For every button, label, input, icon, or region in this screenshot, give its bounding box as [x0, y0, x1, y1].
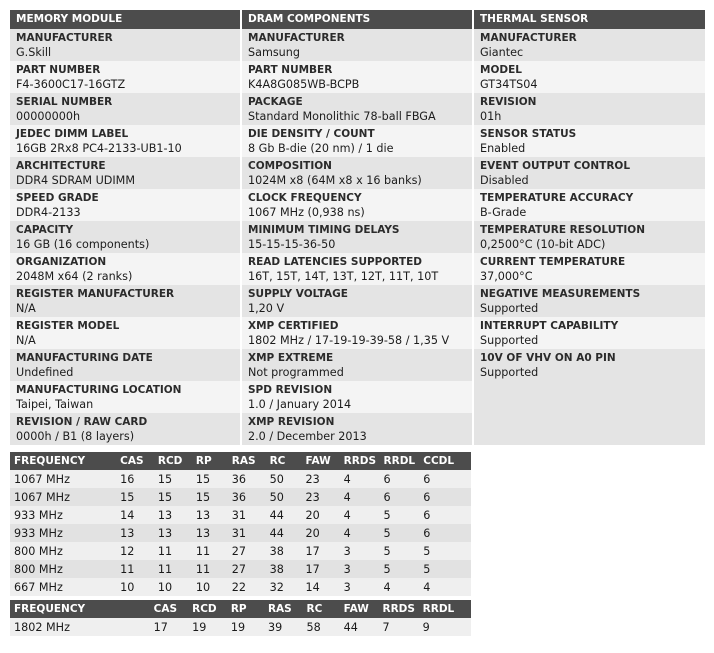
spd-field	[10, 221, 240, 253]
jedec-timing-table	[10, 452, 471, 596]
spd-field	[10, 285, 240, 317]
spd-field	[10, 157, 240, 189]
table-cell: 22	[228, 578, 266, 596]
table-cell: 6	[380, 488, 420, 506]
table-cell: 6	[380, 470, 420, 488]
table-cell: 31	[228, 506, 266, 524]
spd-field	[474, 29, 705, 61]
table-row	[10, 618, 471, 636]
table-row	[10, 506, 471, 524]
table-cell: 1067 MHz	[10, 488, 116, 506]
field-value: 16T, 15T, 14T, 13T, 12T, 11T, 10T	[248, 270, 439, 283]
field-value: 1,20 V	[248, 302, 285, 315]
table-cell: 4	[340, 488, 380, 506]
field-label: READ LATENCIES SUPPORTED	[248, 256, 422, 268]
spd-field	[242, 157, 472, 189]
spd-field	[10, 253, 240, 285]
spd-field	[474, 125, 705, 157]
table-cell: 3	[340, 560, 380, 578]
spd-field	[474, 61, 705, 93]
field-value: DDR4 SDRAM UDIMM	[16, 174, 135, 187]
field-value: Not programmed	[248, 366, 344, 379]
spd-field	[242, 285, 472, 317]
column-header: RP	[227, 600, 264, 618]
spd-field	[474, 253, 705, 285]
column-header: RCD	[154, 452, 192, 470]
field-value: F4-3600C17-16GTZ	[16, 78, 126, 91]
table-cell: 11	[154, 560, 192, 578]
table-cell: 6	[419, 470, 471, 488]
table-cell: 15	[154, 470, 192, 488]
table-cell: 10	[116, 578, 154, 596]
table-cell: 6	[419, 506, 471, 524]
table-cell: 58	[303, 618, 340, 636]
field-label: CLOCK FREQUENCY	[248, 192, 362, 204]
field-label: CURRENT TEMPERATURE	[480, 256, 626, 268]
field-value: G.Skill	[16, 46, 52, 59]
field-label: JEDEC DIMM LABEL	[16, 128, 129, 140]
field-label: ARCHITECTURE	[16, 160, 106, 172]
column-header: FAW	[301, 452, 339, 470]
field-label: TEMPERATURE ACCURACY	[480, 192, 634, 204]
field-value: 1802 MHz / 17-19-19-39-58 / 1,35 V	[248, 334, 450, 347]
table-cell: 20	[301, 506, 339, 524]
column-header: CAS	[116, 452, 154, 470]
field-label: MANUFACTURER	[248, 32, 345, 44]
spd-field	[242, 381, 472, 413]
spd-info-grid	[10, 10, 705, 445]
field-value: GT34TS04	[480, 78, 538, 91]
field-value: Taipei, Taiwan	[16, 398, 94, 411]
field-label: PART NUMBER	[16, 64, 101, 76]
table-cell: 15	[192, 470, 228, 488]
field-label: 10V OF VHV ON A0 PIN	[480, 352, 616, 364]
field-value: Giantec	[480, 46, 524, 59]
field-value: 00000000h	[16, 110, 81, 123]
spd-field	[242, 189, 472, 221]
table-cell: 36	[228, 488, 266, 506]
dram-components-header: DRAM COMPONENTS	[242, 10, 472, 29]
field-label: SUPPLY VOLTAGE	[248, 288, 348, 300]
table-cell: 38	[266, 560, 302, 578]
spd-row	[10, 93, 705, 125]
field-value: 1024M x8 (64M x8 x 16 banks)	[248, 174, 422, 187]
table-cell: 19	[227, 618, 264, 636]
spd-field	[474, 189, 705, 221]
spd-row	[10, 61, 705, 93]
field-label: INTERRUPT CAPABILITY	[480, 320, 619, 332]
field-label: EVENT OUTPUT CONTROL	[480, 160, 631, 172]
table-cell: 44	[266, 524, 302, 542]
table-cell: 19	[188, 618, 227, 636]
field-value: 8 Gb B-die (20 nm) / 1 die	[248, 142, 394, 155]
table-row	[10, 560, 471, 578]
table-cell: 13	[154, 524, 192, 542]
field-value: 0,2500°C (10-bit ADC)	[480, 238, 606, 251]
spd-field-empty	[474, 413, 705, 445]
table-cell: 800 MHz	[10, 542, 116, 560]
table-cell: 17	[301, 542, 339, 560]
table-cell: 13	[116, 524, 154, 542]
field-value: N/A	[16, 302, 36, 315]
spd-row	[10, 381, 705, 413]
field-label: COMPOSITION	[248, 160, 332, 172]
table-cell: 800 MHz	[10, 560, 116, 578]
table-cell: 27	[228, 560, 266, 578]
table-cell: 44	[340, 618, 379, 636]
field-label: XMP EXTREME	[248, 352, 334, 364]
table-cell: 50	[266, 470, 302, 488]
column-header: RRDS	[340, 452, 380, 470]
spd-field	[474, 317, 705, 349]
thermal-sensor-header: THERMAL SENSOR	[474, 10, 705, 29]
table-cell: 933 MHz	[10, 506, 116, 524]
table-cell: 16	[116, 470, 154, 488]
spd-field	[242, 349, 472, 381]
field-label: MANUFACTURING DATE	[16, 352, 153, 364]
table-cell: 23	[301, 470, 339, 488]
column-header: CCDL	[419, 452, 471, 470]
table-cell: 3	[340, 578, 380, 596]
table-row	[10, 488, 471, 506]
spd-field	[474, 221, 705, 253]
spd-field	[10, 381, 240, 413]
spd-field	[474, 349, 705, 381]
table-cell: 1802 MHz	[10, 618, 150, 636]
field-label: SPEED GRADE	[16, 192, 99, 204]
spd-field	[242, 221, 472, 253]
table-cell: 32	[266, 578, 302, 596]
xmp-timing-table	[10, 600, 471, 636]
column-header: RRDL	[380, 452, 420, 470]
table-cell: 11	[192, 560, 228, 578]
field-value: K4A8G085WB-BCPB	[248, 78, 360, 91]
spd-field	[10, 317, 240, 349]
table-cell: 39	[264, 618, 303, 636]
spd-row	[10, 125, 705, 157]
field-value: Disabled	[480, 174, 529, 187]
table-cell: 5	[380, 506, 420, 524]
field-label: PART NUMBER	[248, 64, 333, 76]
table-cell: 13	[192, 524, 228, 542]
field-value: 1.0 / January 2014	[248, 398, 352, 411]
spd-field-empty	[474, 381, 705, 413]
field-label: ORGANIZATION	[16, 256, 107, 268]
table-cell: 5	[419, 542, 471, 560]
spd-field	[242, 317, 472, 349]
column-header: RRDS	[379, 600, 419, 618]
field-value: 37,000°C	[480, 270, 533, 283]
table-cell: 27	[228, 542, 266, 560]
field-value: 2.0 / December 2013	[248, 430, 367, 443]
spd-field	[474, 157, 705, 189]
spd-field	[10, 29, 240, 61]
field-value: 15-15-15-36-50	[248, 238, 336, 251]
table-cell: 36	[228, 470, 266, 488]
table-cell: 23	[301, 488, 339, 506]
field-label: TEMPERATURE RESOLUTION	[480, 224, 646, 236]
spd-row	[10, 413, 705, 445]
table-cell: 17	[301, 560, 339, 578]
field-label: MANUFACTURER	[16, 32, 113, 44]
table-cell: 13	[154, 506, 192, 524]
table-cell: 20	[301, 524, 339, 542]
memory-module-header: MEMORY MODULE	[10, 10, 240, 29]
field-label: XMP CERTIFIED	[248, 320, 339, 332]
column-header: RC	[266, 452, 302, 470]
spd-field	[474, 285, 705, 317]
table-cell: 667 MHz	[10, 578, 116, 596]
table-cell: 1067 MHz	[10, 470, 116, 488]
spd-field	[242, 61, 472, 93]
field-label: MANUFACTURING LOCATION	[16, 384, 182, 396]
table-cell: 15	[116, 488, 154, 506]
field-value: 16GB 2Rx8 PC4-2133-UB1-10	[16, 142, 182, 155]
spd-field	[474, 93, 705, 125]
table-cell: 11	[154, 542, 192, 560]
field-label: REGISTER MANUFACTURER	[16, 288, 175, 300]
table-cell: 11	[116, 560, 154, 578]
field-label: MODEL	[480, 64, 522, 76]
table-cell: 4	[419, 578, 471, 596]
table-cell: 11	[192, 542, 228, 560]
column-header: FREQUENCY	[10, 452, 116, 470]
field-value: 1067 MHz (0,938 ns)	[248, 206, 365, 219]
spd-field	[242, 413, 472, 445]
field-label: REGISTER MODEL	[16, 320, 120, 332]
field-label: SENSOR STATUS	[480, 128, 577, 140]
table-cell: 12	[116, 542, 154, 560]
field-label: NEGATIVE MEASUREMENTS	[480, 288, 641, 300]
spd-field	[242, 29, 472, 61]
field-label: SERIAL NUMBER	[16, 96, 113, 108]
table-cell: 15	[192, 488, 228, 506]
table-row	[10, 470, 471, 488]
field-value: Supported	[480, 334, 539, 347]
table-cell: 4	[340, 506, 380, 524]
field-value: Samsung	[248, 46, 300, 59]
table-cell: 5	[419, 560, 471, 578]
spd-row	[10, 221, 705, 253]
table-row	[10, 542, 471, 560]
spd-row	[10, 157, 705, 189]
spd-row	[10, 29, 705, 61]
table-cell: 4	[380, 578, 420, 596]
spd-row	[10, 253, 705, 285]
table-cell: 5	[380, 524, 420, 542]
column-header: RC	[303, 600, 340, 618]
table-cell: 7	[379, 618, 419, 636]
field-value: 16 GB (16 components)	[16, 238, 150, 251]
table-cell: 15	[154, 488, 192, 506]
field-value: B-Grade	[480, 206, 527, 219]
spd-field	[10, 413, 240, 445]
table-cell: 10	[192, 578, 228, 596]
column-header: CAS	[150, 600, 189, 618]
field-value: 2048M x64 (2 ranks)	[16, 270, 133, 283]
table-cell: 3	[340, 542, 380, 560]
table-cell: 5	[380, 542, 420, 560]
column-header: RCD	[188, 600, 227, 618]
spd-row	[10, 189, 705, 221]
spd-field	[10, 93, 240, 125]
field-value: Undefined	[16, 366, 74, 379]
column-header: RAS	[264, 600, 303, 618]
table-cell: 17	[150, 618, 189, 636]
spd-field	[242, 253, 472, 285]
table-cell: 10	[154, 578, 192, 596]
spd-field	[10, 125, 240, 157]
field-label: MINIMUM TIMING DELAYS	[248, 224, 400, 236]
table-cell: 4	[340, 524, 380, 542]
column-header: FREQUENCY	[10, 600, 150, 618]
table-row	[10, 524, 471, 542]
field-value: Standard Monolithic 78-ball FBGA	[248, 110, 436, 123]
field-label: REVISION	[480, 96, 537, 108]
field-label: SPD REVISION	[248, 384, 333, 396]
spd-field	[10, 349, 240, 381]
field-value: 0000h / B1 (8 layers)	[16, 430, 135, 443]
spd-row	[10, 285, 705, 317]
table-cell: 44	[266, 506, 302, 524]
spd-field	[242, 93, 472, 125]
table-cell: 6	[419, 524, 471, 542]
spd-field	[10, 189, 240, 221]
column-header: FAW	[340, 600, 379, 618]
table-cell: 933 MHz	[10, 524, 116, 542]
field-label: CAPACITY	[16, 224, 74, 236]
field-label: PACKAGE	[248, 96, 303, 108]
spd-field	[10, 61, 240, 93]
table-cell: 50	[266, 488, 302, 506]
field-value: Supported	[480, 302, 539, 315]
column-header: RP	[192, 452, 228, 470]
field-value: DDR4-2133	[16, 206, 81, 219]
table-cell: 9	[419, 618, 471, 636]
table-cell: 14	[116, 506, 154, 524]
field-label: REVISION / RAW CARD	[16, 416, 148, 428]
field-value: Enabled	[480, 142, 526, 155]
spd-field	[242, 125, 472, 157]
table-cell: 4	[340, 470, 380, 488]
table-cell: 13	[192, 506, 228, 524]
table-row	[10, 578, 471, 596]
column-header: RRDL	[419, 600, 471, 618]
field-value: 01h	[480, 110, 502, 123]
field-label: XMP REVISION	[248, 416, 335, 428]
field-value: Supported	[480, 366, 539, 379]
table-cell: 14	[301, 578, 339, 596]
table-cell: 6	[419, 488, 471, 506]
spd-row	[10, 317, 705, 349]
spd-row	[10, 349, 705, 381]
field-label: DIE DENSITY / COUNT	[248, 128, 375, 140]
field-label: MANUFACTURER	[480, 32, 577, 44]
table-cell: 38	[266, 542, 302, 560]
table-cell: 31	[228, 524, 266, 542]
table-cell: 5	[380, 560, 420, 578]
column-header: RAS	[228, 452, 266, 470]
field-value: N/A	[16, 334, 36, 347]
